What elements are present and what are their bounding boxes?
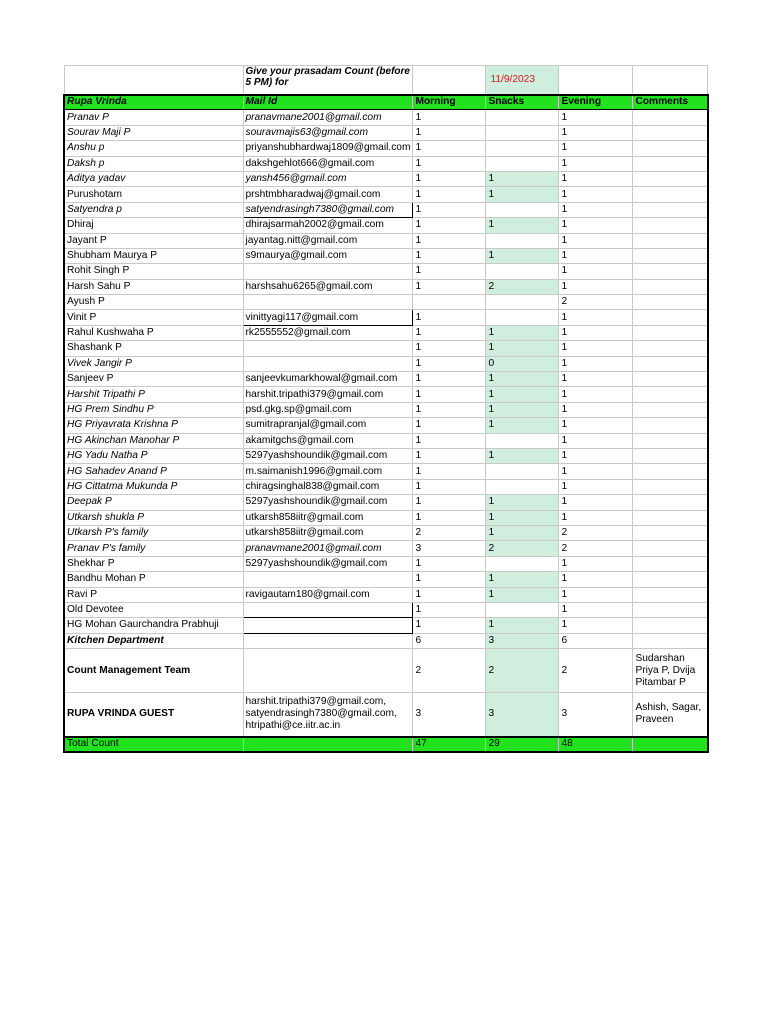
- table-row: [64, 479, 708, 494]
- table-row: [64, 495, 708, 510]
- row-name-cell: Shubham Maurya P: [64, 248, 243, 263]
- row-mail-cell: harshit.tripathi379@gmail.com, satyendrasingh7380@gmail.com, htripathi@ce.iitr.ac.in: [243, 693, 413, 737]
- row-name-cell: HG Prem Sindhu P: [64, 402, 243, 417]
- row-evening-cell: 3: [559, 693, 633, 737]
- row-evening-cell: 1: [559, 464, 633, 479]
- row-mail-cell: psd.gkg.sp@gmail.com: [243, 402, 413, 417]
- row-mail-cell: [243, 633, 413, 648]
- row-name-cell: Shashank P: [64, 341, 243, 356]
- row-snacks-cell: 1: [486, 448, 559, 463]
- table-row: [64, 141, 708, 156]
- row-mail-cell: [243, 264, 413, 279]
- row-name-cell: HG Sahadev Anand P: [64, 464, 243, 479]
- row-snacks-cell: 1: [486, 248, 559, 263]
- row-mail-cell: [243, 356, 413, 371]
- row-comments-cell: Sudarshan Priya P, Dvija Pitambar P: [633, 649, 708, 693]
- row-snacks-cell: 1: [486, 418, 559, 433]
- table-row: [64, 433, 708, 448]
- row-evening-cell: 1: [559, 510, 633, 525]
- row-snacks-cell: 1: [486, 587, 559, 602]
- row-mail-cell: utkarsh858iitr@gmail.com: [243, 525, 413, 540]
- row-name-cell: Rahul Kushwaha P: [64, 325, 243, 340]
- row-comments-cell: [633, 356, 708, 371]
- row-morning-cell: 1: [413, 464, 486, 479]
- row-evening-cell: 2: [559, 525, 633, 540]
- row-comments-cell: [633, 141, 708, 156]
- row-morning-cell: 1: [413, 495, 486, 510]
- row-name-cell: Satyendra p: [64, 202, 243, 217]
- row-comments-cell: [633, 218, 708, 233]
- row-morning-cell: 1: [413, 310, 486, 325]
- row-mail-cell: akamitgchs@gmail.com: [243, 433, 413, 448]
- column-header-row: [64, 95, 708, 110]
- row-comments-cell: [633, 264, 708, 279]
- row-morning-cell: 1: [413, 602, 486, 617]
- row-mail-cell: chiragsinghal838@gmail.com: [243, 479, 413, 494]
- column-header-name: Rupa Vrinda: [64, 95, 243, 110]
- row-morning-cell: 1: [413, 248, 486, 263]
- row-snacks-cell: [486, 433, 559, 448]
- sheet-title: Give your prasadam Count (before 5 PM) for: [243, 66, 413, 95]
- title-empty-cell: [633, 66, 708, 95]
- row-evening-cell: 1: [559, 248, 633, 263]
- table-row: [64, 110, 708, 125]
- row-evening-cell: 1: [559, 187, 633, 202]
- row-mail-cell: [243, 295, 413, 310]
- row-evening-cell: 1: [559, 356, 633, 371]
- table-row: [64, 264, 708, 279]
- row-comments-cell: [633, 110, 708, 125]
- sheet-body: [64, 66, 708, 752]
- row-comments-cell: [633, 433, 708, 448]
- row-comments-cell: [633, 556, 708, 571]
- row-snacks-cell: 1: [486, 402, 559, 417]
- row-morning-cell: 1: [413, 141, 486, 156]
- row-snacks-cell: [486, 264, 559, 279]
- row-morning-cell: 1: [413, 448, 486, 463]
- row-mail-cell: vinittyagi117@gmail.com: [243, 310, 413, 325]
- row-comments-cell: [633, 295, 708, 310]
- row-name-cell: HG Akinchan Manohar P: [64, 433, 243, 448]
- row-mail-cell: [243, 618, 413, 633]
- row-name-cell: Sourav Maji P: [64, 125, 243, 140]
- row-morning-cell: 2: [413, 525, 486, 540]
- row-name-cell: Aditya yadav: [64, 171, 243, 186]
- row-mail-cell: [243, 572, 413, 587]
- total-evening: 48: [559, 737, 633, 752]
- row-snacks-cell: [486, 125, 559, 140]
- row-comments-cell: [633, 171, 708, 186]
- row-comments-cell: [633, 310, 708, 325]
- row-evening-cell: 1: [559, 264, 633, 279]
- row-morning-cell: 1: [413, 587, 486, 602]
- row-evening-cell: 1: [559, 495, 633, 510]
- table-row: [64, 633, 708, 648]
- row-evening-cell: 1: [559, 171, 633, 186]
- row-morning-cell: 1: [413, 433, 486, 448]
- row-evening-cell: 1: [559, 341, 633, 356]
- row-snacks-cell: 3: [486, 633, 559, 648]
- row-mail-cell: 5297yashshoundik@gmail.com: [243, 448, 413, 463]
- row-mail-cell: satyendrasingh7380@gmail.com: [243, 202, 413, 217]
- row-comments-cell: [633, 448, 708, 463]
- table-row: [64, 525, 708, 540]
- table-row: [64, 402, 708, 417]
- row-name-cell: Utkarsh P's family: [64, 525, 243, 540]
- row-evening-cell: 1: [559, 618, 633, 633]
- row-morning-cell: 1: [413, 218, 486, 233]
- table-row: [64, 541, 708, 556]
- row-comments-cell: [633, 587, 708, 602]
- row-comments-cell: [633, 125, 708, 140]
- row-comments-cell: [633, 202, 708, 217]
- sheet-date: 11/9/2023: [486, 66, 559, 95]
- row-evening-cell: 1: [559, 602, 633, 617]
- row-comments-cell: [633, 372, 708, 387]
- row-comments-cell: Ashish, Sagar, Praveen: [633, 693, 708, 737]
- row-comments-cell: [633, 387, 708, 402]
- row-comments-cell: [633, 633, 708, 648]
- row-evening-cell: 6: [559, 633, 633, 648]
- row-morning-cell: 1: [413, 418, 486, 433]
- row-name-cell: Bandhu Mohan P: [64, 572, 243, 587]
- table-row: [64, 510, 708, 525]
- column-header-mail: Mail Id: [243, 95, 413, 110]
- row-name-cell: RUPA VRINDA GUEST: [64, 693, 243, 737]
- row-comments-cell: [633, 279, 708, 294]
- row-name-cell: Ayush P: [64, 295, 243, 310]
- column-header-snacks: Snacks: [486, 95, 559, 110]
- row-snacks-cell: [486, 464, 559, 479]
- row-snacks-cell: [486, 202, 559, 217]
- row-mail-cell: pranavmane2001@gmail.com: [243, 110, 413, 125]
- row-snacks-cell: [486, 602, 559, 617]
- row-snacks-cell: 1: [486, 387, 559, 402]
- total-mail-cell: [243, 737, 413, 752]
- table-row: [64, 418, 708, 433]
- column-header-evening: Evening: [559, 95, 633, 110]
- row-snacks-cell: 2: [486, 279, 559, 294]
- row-evening-cell: 1: [559, 433, 633, 448]
- row-morning-cell: 3: [413, 693, 486, 737]
- row-morning-cell: 6: [413, 633, 486, 648]
- row-comments-cell: [633, 618, 708, 633]
- total-label: Total Count: [64, 737, 243, 752]
- row-snacks-cell: [486, 110, 559, 125]
- table-row: [64, 693, 708, 737]
- row-morning-cell: 1: [413, 479, 486, 494]
- row-snacks-cell: [486, 156, 559, 171]
- row-morning-cell: 1: [413, 233, 486, 248]
- row-comments-cell: [633, 248, 708, 263]
- row-comments-cell: [633, 402, 708, 417]
- row-mail-cell: ravigautam180@gmail.com: [243, 587, 413, 602]
- row-mail-cell: 5297yashshoundik@gmail.com: [243, 556, 413, 571]
- row-comments-cell: [633, 341, 708, 356]
- column-header-comments: Comments: [633, 95, 708, 110]
- row-morning-cell: 1: [413, 110, 486, 125]
- row-name-cell: Kitchen Department: [64, 633, 243, 648]
- row-evening-cell: 1: [559, 556, 633, 571]
- row-name-cell: Harsh Sahu P: [64, 279, 243, 294]
- row-morning-cell: 3: [413, 541, 486, 556]
- row-name-cell: Purushotam: [64, 187, 243, 202]
- table-row: [64, 587, 708, 602]
- table-row: [64, 602, 708, 617]
- row-snacks-cell: 1: [486, 525, 559, 540]
- row-comments-cell: [633, 479, 708, 494]
- row-name-cell: Deepak P: [64, 495, 243, 510]
- row-evening-cell: 1: [559, 448, 633, 463]
- row-morning-cell: 1: [413, 556, 486, 571]
- row-comments-cell: [633, 541, 708, 556]
- row-evening-cell: 2: [559, 649, 633, 693]
- row-comments-cell: [633, 418, 708, 433]
- row-evening-cell: 1: [559, 110, 633, 125]
- row-snacks-cell: 1: [486, 495, 559, 510]
- row-mail-cell: prshtmbharadwaj@gmail.com: [243, 187, 413, 202]
- row-evening-cell: 1: [559, 387, 633, 402]
- row-name-cell: HG Cittatma Mukunda P: [64, 479, 243, 494]
- row-name-cell: Count Management Team: [64, 649, 243, 693]
- row-mail-cell: jayantag.nitt@gmail.com: [243, 233, 413, 248]
- table-row: [64, 125, 708, 140]
- row-name-cell: HG Priyavrata Krishna P: [64, 418, 243, 433]
- row-morning-cell: 1: [413, 279, 486, 294]
- row-mail-cell: [243, 341, 413, 356]
- row-evening-cell: 1: [559, 125, 633, 140]
- row-name-cell: Jayant P: [64, 233, 243, 248]
- row-name-cell: Pranav P: [64, 110, 243, 125]
- row-mail-cell: rk2555552@gmail.com: [243, 325, 413, 340]
- row-snacks-cell: [486, 141, 559, 156]
- row-name-cell: Dhiraj: [64, 218, 243, 233]
- row-mail-cell: dhirajsarmah2002@gmail.com: [243, 218, 413, 233]
- row-mail-cell: harshit.tripathi379@gmail.com: [243, 387, 413, 402]
- row-snacks-cell: 1: [486, 572, 559, 587]
- row-name-cell: Vivek Jangir P: [64, 356, 243, 371]
- row-snacks-cell: 0: [486, 356, 559, 371]
- row-evening-cell: 1: [559, 141, 633, 156]
- row-comments-cell: [633, 464, 708, 479]
- row-evening-cell: 1: [559, 418, 633, 433]
- row-morning-cell: 1: [413, 187, 486, 202]
- row-snacks-cell: [486, 310, 559, 325]
- row-name-cell: Harshit Tripathi P: [64, 387, 243, 402]
- row-name-cell: HG Mohan Gaurchandra Prabhuji: [64, 618, 243, 633]
- table-row: [64, 448, 708, 463]
- row-morning-cell: [413, 295, 486, 310]
- row-morning-cell: 1: [413, 264, 486, 279]
- row-evening-cell: 1: [559, 202, 633, 217]
- row-mail-cell: [243, 602, 413, 617]
- table-row: [64, 464, 708, 479]
- row-mail-cell: m.saimanish1996@gmail.com: [243, 464, 413, 479]
- row-comments-cell: [633, 187, 708, 202]
- row-mail-cell: dakshgehlot666@gmail.com: [243, 156, 413, 171]
- row-morning-cell: 1: [413, 572, 486, 587]
- row-evening-cell: 1: [559, 279, 633, 294]
- row-snacks-cell: [486, 233, 559, 248]
- row-evening-cell: 1: [559, 587, 633, 602]
- row-name-cell: Vinit P: [64, 310, 243, 325]
- table-row: [64, 618, 708, 633]
- table-row: [64, 356, 708, 371]
- table-row: [64, 556, 708, 571]
- row-morning-cell: 1: [413, 171, 486, 186]
- table-row: [64, 248, 708, 263]
- table-row: [64, 341, 708, 356]
- row-snacks-cell: 1: [486, 171, 559, 186]
- row-name-cell: Old Devotee: [64, 602, 243, 617]
- row-name-cell: Daksh p: [64, 156, 243, 171]
- row-morning-cell: 1: [413, 510, 486, 525]
- row-mail-cell: yansh456@gmail.com: [243, 171, 413, 186]
- row-comments-cell: [633, 156, 708, 171]
- row-mail-cell: utkarsh858iitr@gmail.com: [243, 510, 413, 525]
- row-evening-cell: 1: [559, 233, 633, 248]
- row-comments-cell: [633, 572, 708, 587]
- table-row: [64, 649, 708, 693]
- total-comments-cell: [633, 737, 708, 752]
- row-evening-cell: 1: [559, 218, 633, 233]
- row-morning-cell: 1: [413, 156, 486, 171]
- title-empty-cell: [559, 66, 633, 95]
- row-name-cell: Ravi P: [64, 587, 243, 602]
- table-row: [64, 233, 708, 248]
- row-name-cell: Anshu p: [64, 141, 243, 156]
- table-row: [64, 387, 708, 402]
- row-snacks-cell: [486, 556, 559, 571]
- title-empty-cell: [413, 66, 486, 95]
- row-snacks-cell: 2: [486, 649, 559, 693]
- column-header-morning: Morning: [413, 95, 486, 110]
- row-snacks-cell: [486, 479, 559, 494]
- table-row: [64, 372, 708, 387]
- table-row: [64, 218, 708, 233]
- row-morning-cell: 1: [413, 125, 486, 140]
- row-morning-cell: 1: [413, 341, 486, 356]
- row-snacks-cell: 2: [486, 541, 559, 556]
- table-row: [64, 156, 708, 171]
- row-name-cell: Utkarsh shukla P: [64, 510, 243, 525]
- row-evening-cell: 1: [559, 372, 633, 387]
- row-evening-cell: 1: [559, 479, 633, 494]
- row-mail-cell: s9maurya@gmail.com: [243, 248, 413, 263]
- row-comments-cell: [633, 602, 708, 617]
- row-morning-cell: 1: [413, 402, 486, 417]
- row-comments-cell: [633, 510, 708, 525]
- table-row: [64, 310, 708, 325]
- table-row: [64, 202, 708, 217]
- prasadam-count-sheet: [63, 65, 709, 753]
- row-snacks-cell: 1: [486, 325, 559, 340]
- row-mail-cell: [243, 649, 413, 693]
- row-morning-cell: 1: [413, 202, 486, 217]
- row-name-cell: Sanjeev P: [64, 372, 243, 387]
- title-empty-cell: [64, 66, 243, 95]
- row-snacks-cell: 1: [486, 510, 559, 525]
- row-comments-cell: [633, 525, 708, 540]
- row-snacks-cell: 1: [486, 341, 559, 356]
- table-row: [64, 187, 708, 202]
- row-mail-cell: harshsahu6265@gmail.com: [243, 279, 413, 294]
- row-morning-cell: 1: [413, 325, 486, 340]
- table-row: [64, 171, 708, 186]
- row-morning-cell: 2: [413, 649, 486, 693]
- title-row: [64, 66, 708, 95]
- table-row: [64, 295, 708, 310]
- table-row: [64, 572, 708, 587]
- row-name-cell: HG Yadu Natha P: [64, 448, 243, 463]
- row-evening-cell: 1: [559, 402, 633, 417]
- row-snacks-cell: 1: [486, 187, 559, 202]
- row-snacks-cell: 1: [486, 218, 559, 233]
- table-row: [64, 325, 708, 340]
- total-snacks: 29: [486, 737, 559, 752]
- row-morning-cell: 1: [413, 618, 486, 633]
- row-mail-cell: 5297yashshoundik@gmail.com: [243, 495, 413, 510]
- row-mail-cell: sanjeevkumarkhowal@gmail.com: [243, 372, 413, 387]
- row-mail-cell: souravmajis63@gmail.com: [243, 125, 413, 140]
- row-name-cell: Rohit Singh P: [64, 264, 243, 279]
- table-row: [64, 279, 708, 294]
- row-name-cell: Pranav P's family: [64, 541, 243, 556]
- row-mail-cell: sumitrapranjal@gmail.com: [243, 418, 413, 433]
- row-snacks-cell: 1: [486, 618, 559, 633]
- row-evening-cell: 1: [559, 325, 633, 340]
- row-morning-cell: 1: [413, 356, 486, 371]
- row-evening-cell: 1: [559, 310, 633, 325]
- row-evening-cell: 1: [559, 156, 633, 171]
- row-evening-cell: 2: [559, 541, 633, 556]
- row-snacks-cell: 3: [486, 693, 559, 737]
- row-name-cell: Shekhar P: [64, 556, 243, 571]
- row-comments-cell: [633, 495, 708, 510]
- row-snacks-cell: [486, 295, 559, 310]
- row-morning-cell: 1: [413, 372, 486, 387]
- row-comments-cell: [633, 233, 708, 248]
- row-evening-cell: 1: [559, 572, 633, 587]
- row-evening-cell: 2: [559, 295, 633, 310]
- total-morning: 47: [413, 737, 486, 752]
- row-mail-cell: pranavmane2001@gmail.com: [243, 541, 413, 556]
- total-row: [64, 737, 708, 752]
- row-comments-cell: [633, 325, 708, 340]
- row-mail-cell: priyanshubhardwaj1809@gmail.com: [243, 141, 413, 156]
- row-morning-cell: 1: [413, 387, 486, 402]
- row-snacks-cell: 1: [486, 372, 559, 387]
